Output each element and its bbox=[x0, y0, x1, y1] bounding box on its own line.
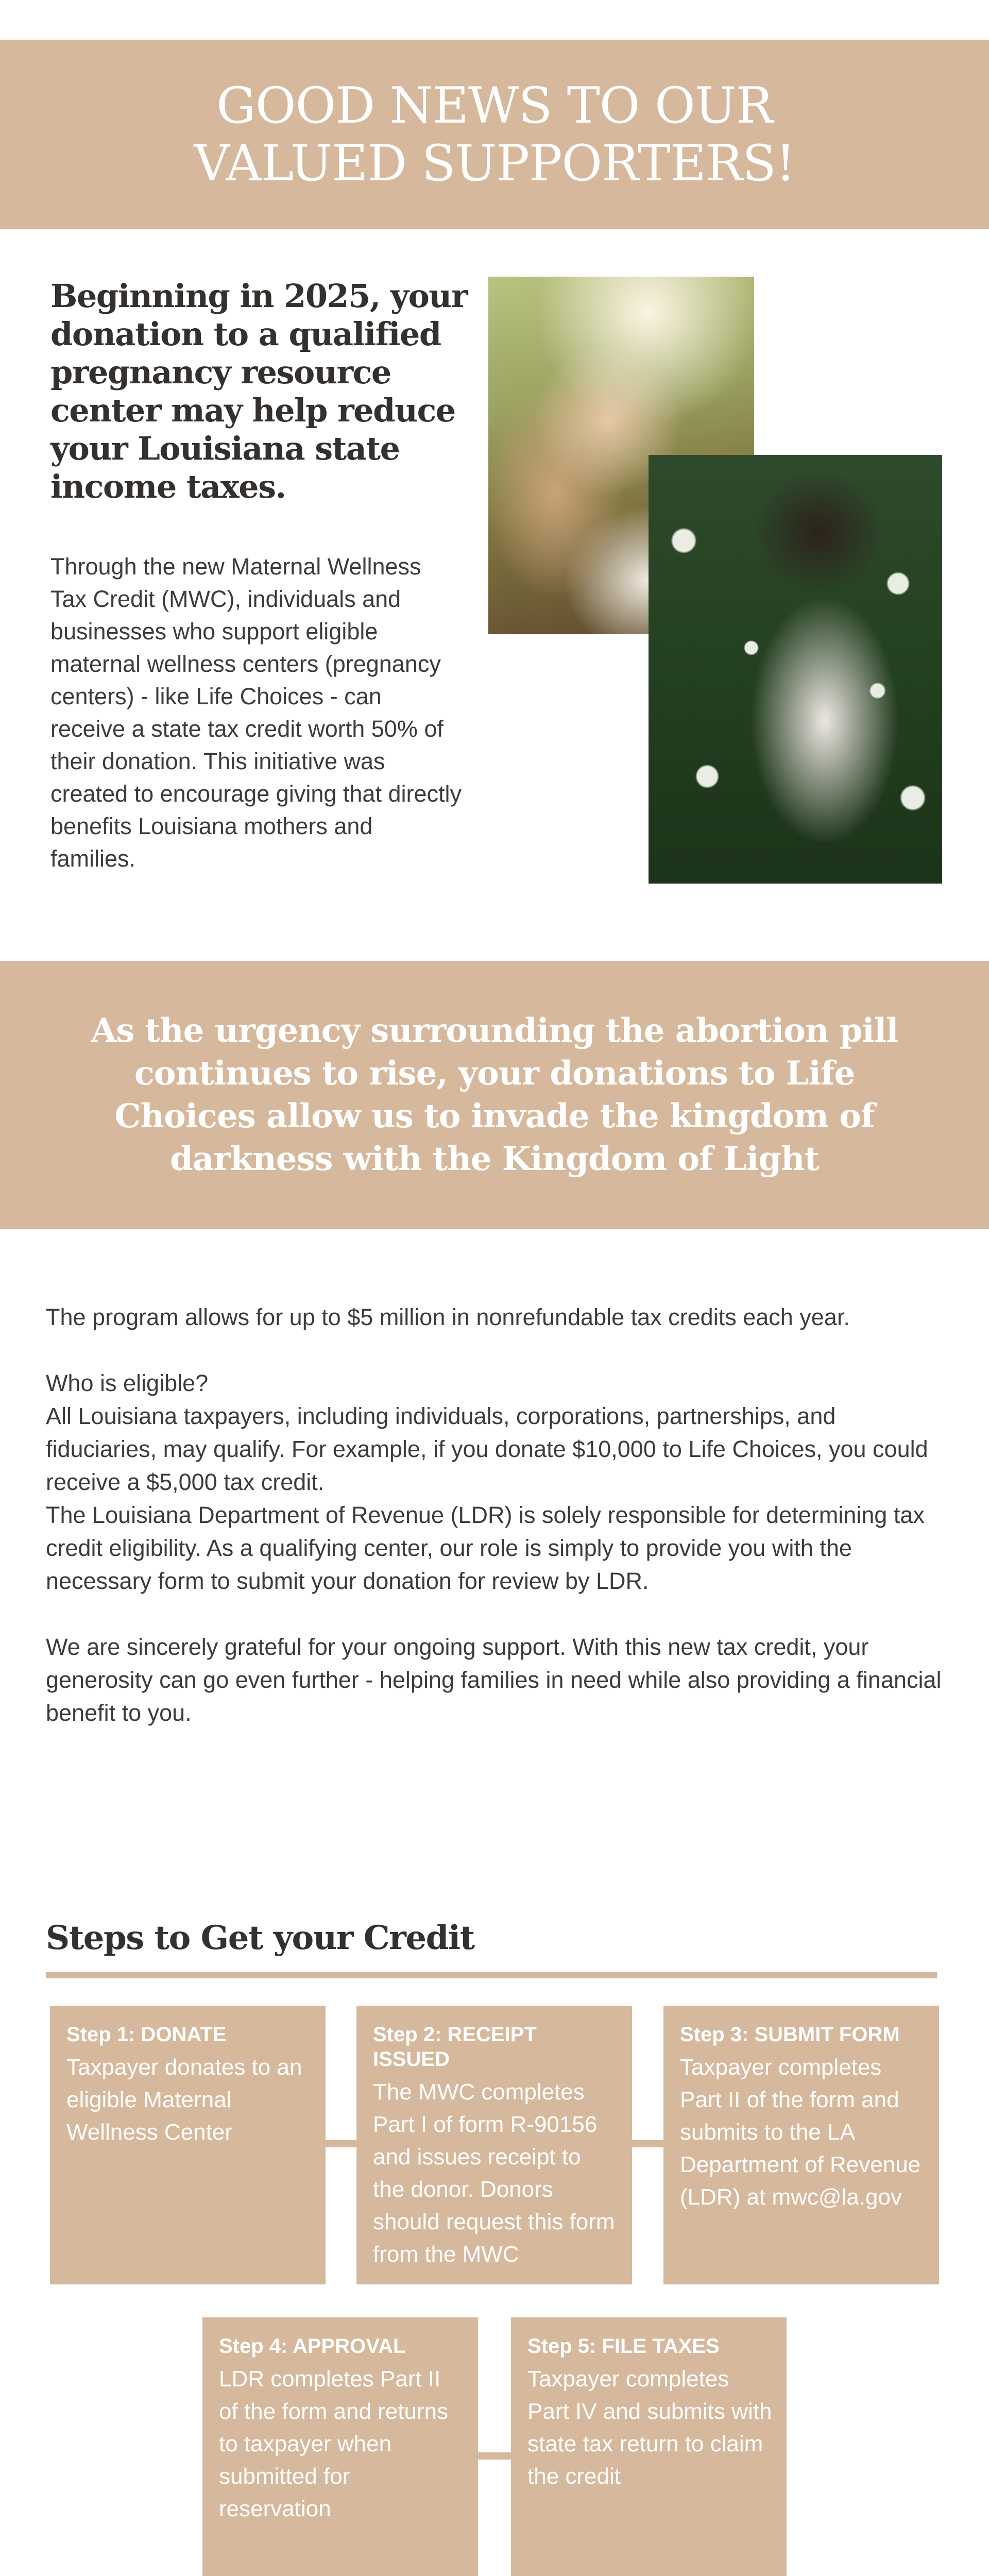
intro-heading: Beginning in 2025, your donation to a qualified pregnancy resource center may help reduce your Louisiana state income taxes. bbox=[50, 277, 468, 505]
step-title: Step 5: FILE TAXES bbox=[527, 2335, 720, 2358]
step-title: Step 2: RECEIPT ISSUED bbox=[373, 2023, 537, 2071]
paragraph-gap bbox=[46, 1334, 947, 1367]
mother-holding-child-photo bbox=[649, 455, 942, 884]
step-description: The MWC completes Part I of form R-90156 and issues receipt to the donor. Donors should request this form from the MWC bbox=[373, 2079, 615, 2267]
step-description: Taxpayer completes Part II of the form and submits to the LA Department of Revenue (LDR) at mwc@la.gov bbox=[680, 2055, 921, 2210]
ldr-responsibility-paragraph: The Louisiana Department of Revenue (LDR) is solely responsible for determining tax credit eligibility. As a qualifying center, our role is simply to provide you with the necessary form to submit your donation for review by LDR. bbox=[46, 1502, 925, 1594]
header-banner bbox=[0, 40, 989, 229]
step-card-donate bbox=[50, 2006, 326, 2284]
step-title: Step 1: DONATE bbox=[66, 2023, 227, 2046]
quote-text: As the urgency surrounding the abortion pill continues to rise, your donations to Life Choices allow us to invade the kingdom of darkness with the Kingdom of Light bbox=[91, 1011, 898, 1178]
step-connector bbox=[478, 2452, 511, 2460]
step-card-submit-form bbox=[663, 2006, 939, 2284]
gratitude-paragraph: We are sincerely grateful for your ongoing support. With this new tax credit, your generosity can go even further - helping families in need while also providing a financial benefit to you. bbox=[46, 1634, 942, 1726]
steps-heading: Steps to Get your Credit bbox=[46, 1919, 474, 1957]
eligibility-answer: All Louisiana taxpayers, including individuals, corporations, partnerships, and fiduciaries, may qualify. For example, if you donate $10,000 to Life Choices, you could receive a $5,000 tax credit. bbox=[46, 1403, 928, 1495]
step-title: Step 3: SUBMIT FORM bbox=[680, 2023, 900, 2046]
eligibility-question: Who is eligible? bbox=[46, 1370, 209, 1396]
program-limit-paragraph: The program allows for up to $5 million in nonrefundable tax credits each year. bbox=[46, 1304, 850, 1330]
page-title: GOOD NEWS TO OUR VALUED SUPPORTERS! bbox=[194, 77, 795, 192]
step-description: LDR completes Part II of the form and returns to taxpayer when submitted for reservation bbox=[219, 2366, 449, 2521]
step-card-file-taxes bbox=[511, 2317, 787, 2576]
step-connector bbox=[326, 2140, 356, 2147]
quote-banner bbox=[0, 961, 989, 1229]
step-card-approval bbox=[202, 2317, 478, 2576]
program-details bbox=[46, 1301, 947, 1730]
step-title: Step 4: APPROVAL bbox=[219, 2335, 406, 2358]
steps-divider bbox=[46, 1972, 937, 1978]
step-description: Taxpayer completes Part IV and submits with state tax return to claim the credit bbox=[527, 2366, 772, 2489]
step-connector bbox=[632, 2140, 663, 2147]
step-card-receipt-issued bbox=[356, 2006, 632, 2284]
paragraph-gap bbox=[46, 1598, 947, 1631]
step-description: Taxpayer donates to an eligible Maternal Wellness Center bbox=[66, 2055, 302, 2145]
intro-paragraph: Through the new Maternal Wellness Tax Credit (MWC), individuals and businesses who support eligible maternal wellness centers (pregnancy centers) - like Life Choices - can receive a state tax credit worth 50% of their donation. This initiative was created to encourage giving that directly benefits Louisiana mothers and families. bbox=[50, 553, 462, 872]
